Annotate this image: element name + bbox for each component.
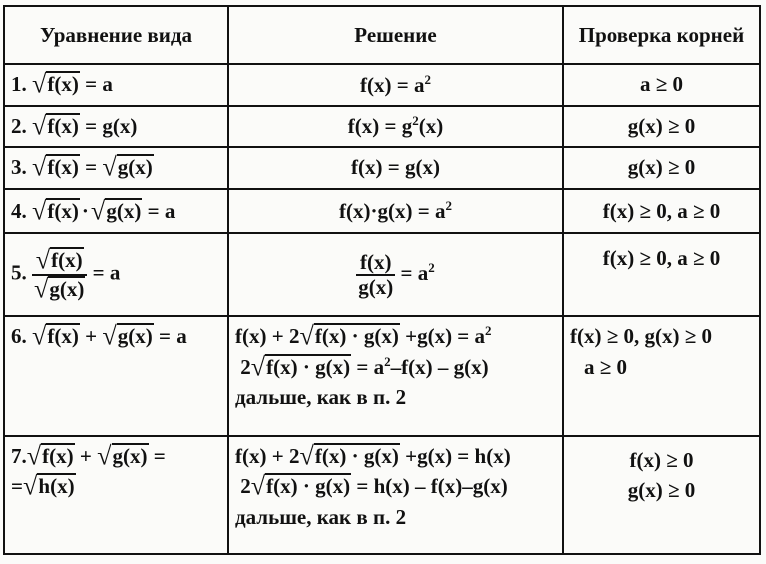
check-cell: f(x) ≥ 0, a ≥ 0 — [563, 189, 760, 233]
solution-cell: $\frac{f(x)}{g(x)}$ = $a^2$ — [228, 233, 563, 316]
equation-cell: 7.√f(x) + √g(x) = =√h(x) — [4, 436, 228, 554]
solution-note: дальше, как в п. 2 — [235, 385, 407, 410]
solution-cell: f(x) = g(x) — [228, 147, 563, 189]
table-row — [4, 233, 760, 316]
equation-cell: 5. $\frac{√f(x)}{√g(x)}$ = a — [4, 233, 228, 316]
check-cell: f(x) ≥ 0 g(x) ≥ 0 — [563, 436, 760, 554]
header-row — [4, 6, 760, 64]
equations-table — [3, 5, 761, 555]
sqrt-expression: √f(x) — [32, 70, 79, 99]
fraction: $\frac{√f(x)}{√g(x)}$ — [32, 247, 87, 303]
equation-cell: 4. √f(x) ·√g(x) = a — [4, 189, 228, 233]
header-root-check: Проверка корней — [563, 6, 760, 64]
check-cell: g(x) ≥ 0 — [563, 106, 760, 146]
table-row — [4, 106, 760, 146]
check-cell: g(x) ≥ 0 — [563, 147, 760, 189]
header-solution: Решение — [228, 6, 563, 64]
check-cell: f(x) ≥ 0, a ≥ 0 — [563, 233, 760, 316]
equation-cell: 2. √f(x) = g(x) — [4, 106, 228, 146]
solution-cell: $f(x)\cdot g(x) = a^2$ — [228, 189, 563, 233]
solution-cell: $f(x) + 2√f(x) \cdot g(x) +g(x) = a^2$ $2√f(x) \cdot g(x) = a^2-f(x) - g(x)$ дальше, как в п. 2 — [228, 316, 563, 435]
solution-cell: $f(x) = a^2$ — [228, 64, 563, 106]
equation-cell: 1. √f(x) = a — [4, 64, 228, 106]
table-row — [4, 189, 760, 233]
check-cell: a ≥ 0 — [563, 64, 760, 106]
table-row — [4, 436, 760, 554]
solution-note: дальше, как в п. 2 — [235, 504, 407, 529]
solution-cell: f(x) + 2√f(x) · g(x) +g(x) = h(x) 2√f(x) · g(x) = h(x) – f(x)–g(x) дальше, как в п. 2 — [228, 436, 563, 554]
table-row — [4, 147, 760, 189]
solution-cell: $f(x) = g^2(x)$ — [228, 106, 563, 146]
equation-cell: 6. √f(x) + √g(x) = a — [4, 316, 228, 435]
table-row — [4, 316, 760, 435]
equation-cell: 3. √f(x) = √g(x) — [4, 147, 228, 189]
header-equation-type: Уравнение вида — [4, 6, 228, 64]
check-cell: f(x) ≥ 0, g(x) ≥ 0 a ≥ 0 — [563, 316, 760, 435]
table-row — [4, 64, 760, 106]
